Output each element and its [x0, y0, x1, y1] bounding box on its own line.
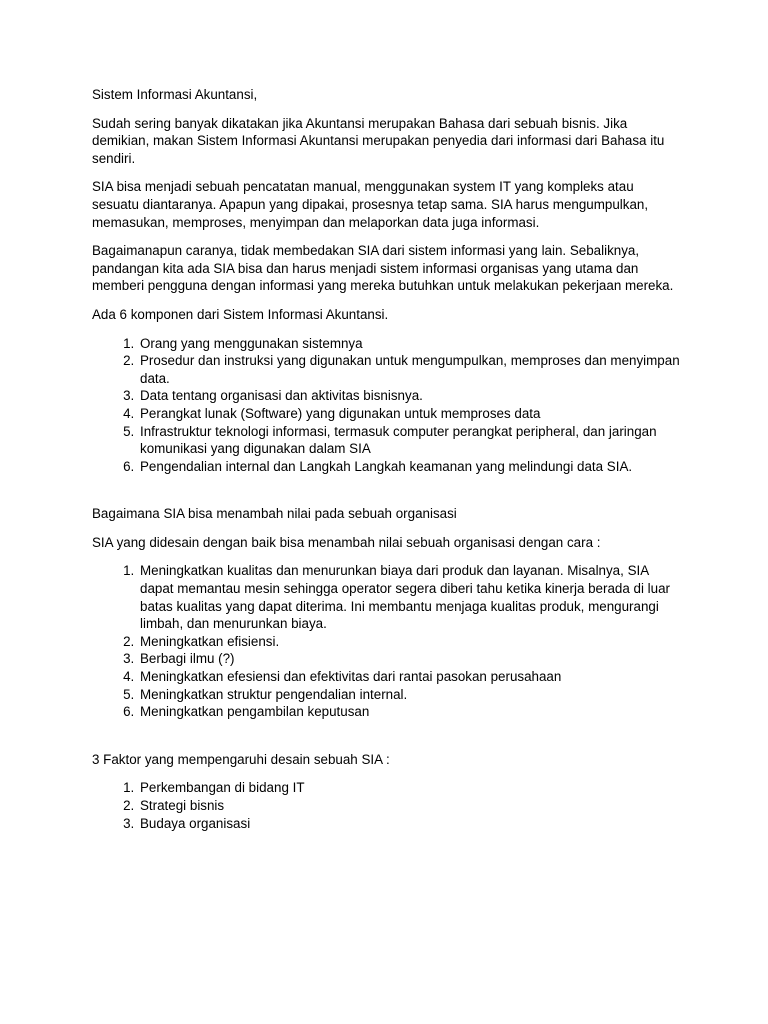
components-list [92, 335, 682, 476]
components-intro: Ada 6 komponen dari Sistem Informasi Akuntansi. [92, 306, 389, 322]
factors-list [92, 779, 682, 832]
paragraph-sia-manual: SIA bisa menjadi sebuah pencatatan manual, menggunakan system IT yang kompleks atau sesuatu diantaranya. Apapun yang dipakai, prosesnya tetap sama. SIA harus mengumpulkan, memasukan, memproses, menyimpan dan melaporkan data juga informasi. [92, 179, 649, 230]
list-item: 1. Perkembangan di bidang IT [138, 779, 682, 797]
list-item: 3. Budaya organisasi [138, 815, 682, 833]
paragraph-intro: Sudah sering banyak dikatakan jika Akuntansi merupakan Bahasa dari sebuah bisnis. Jika demikian, makan Sistem Informasi Akuntansi merupakan penyedia dari informasi dari Bahasa itu sendiri. [92, 115, 665, 166]
list-item: 5. Infrastruktur teknologi informasi, termasuk computer perangkat peripheral, dan jaringan komunikasi yang digunakan dalam SIA [138, 423, 682, 458]
factors-heading: 3 Faktor yang mempengaruhi desain sebuah SIA : [92, 751, 390, 767]
value-intro: SIA yang didesain dengan baik bisa menambah nilai sebuah organisasi dengan cara : [92, 534, 601, 550]
list-item: 1. Orang yang menggunakan sistemnya [138, 335, 682, 353]
list-item: 2. Meningkatkan efisiensi. [138, 633, 682, 651]
document-body [92, 86, 682, 843]
list-item: 6. Meningkatkan pengambilan keputusan [138, 703, 682, 721]
list-item: 4. Meningkatkan efesiensi dan efektivitas dari rantai pasokan perusahaan [138, 668, 682, 686]
list-item: 5. Meningkatkan struktur pengendalian internal. [138, 686, 682, 704]
list-item: 6. Pengendalian internal dan Langkah Langkah keamanan yang melindungi data SIA. [138, 458, 682, 476]
value-heading: Bagaimana SIA bisa menambah nilai pada sebuah organisasi [92, 506, 457, 522]
list-item: 2. Prosedur dan instruksi yang digunakan untuk mengumpulkan, memproses dan menyimpan data. [138, 352, 682, 387]
paragraph-sia-difference: Bagaimanapun caranya, tidak membedakan SIA dari sistem informasi yang lain. Sebaliknya, pandangan kita ada SIA bisa dan harus menjadi sistem informasi organisas yang utama dan memberi pengguna dengan informasi yang mereka butuhkan untuk melakukan pekerjaan mereka. [92, 243, 674, 294]
value-list [92, 562, 682, 720]
list-item: 3. Berbagi ilmu (?) [138, 650, 682, 668]
list-item: 1. Meningkatkan kualitas dan menurunkan biaya dari produk dan layanan. Misalnya, SIA dapat memantau mesin sehingga operator segera diberi tahu ketika kinerja berada di luar batas kualitas yang dapat diterima. Ini membantu menjaga kualitas produk, mengurangi limbah, dan menurunkan biaya. [138, 562, 682, 632]
spacer [92, 486, 682, 505]
list-item: 2. Strategi bisnis [138, 797, 682, 815]
document-title: Sistem Informasi Akuntansi, [92, 87, 258, 102]
spacer [92, 732, 682, 751]
list-item: 3. Data tentang organisasi dan aktivitas bisnisnya. [138, 387, 682, 405]
list-item: 4. Perangkat lunak (Software) yang digunakan untuk memproses data [138, 405, 682, 423]
